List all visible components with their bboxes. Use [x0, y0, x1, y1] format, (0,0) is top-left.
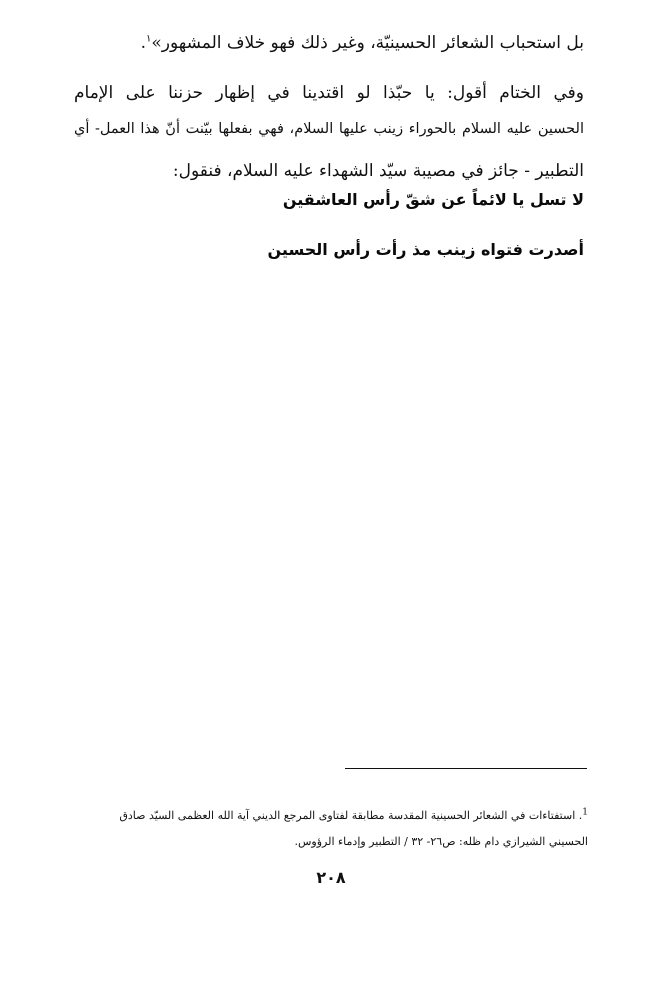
footnote-separator [345, 768, 587, 769]
body-line-3: الحسين عليه السلام بالحوراء زينب عليها السلام، فهي بفعلها بيّنت أنّ هذا العمل- أي [74, 121, 584, 137]
footnote-line-2: الحسيني الشيرازي دام ظله: ص٢٦- ٣٢ / التطبير وإدماء الرؤوس. [294, 835, 588, 848]
body-line-1-text: بل استحباب الشعائر الحسينيّة، وغير ذلك فهو خلاف المشهور» [151, 33, 584, 53]
body-line-2: وفي الختام أقول: يا حبّذا لو اقتدينا في إظهار حزننا على الإمام [74, 83, 584, 103]
page-number: ٢٠٨ [316, 868, 346, 887]
footnote-number: 1 [582, 807, 588, 818]
verse-line-2: أصدرت فتواه زينب مذ رأت رأس الحسين [267, 240, 584, 259]
footnote-reference-marker: ١ [145, 33, 152, 45]
verse-line-1: لا تسل يا لائماً عن شقّ رأس العاشقين [282, 190, 584, 209]
body-line-4: التطبير - جائز في مصيبة سيّد الشهداء عليه السلام، فنقول: [172, 161, 584, 181]
footnote-line-1 [68, 806, 588, 826]
footnote-line-1-text: . استفتاءات في الشعائر الحسينية المقدسة مطابقة لفتاوى المرجع الديني آية الله العظمى السيّد صادق [119, 809, 583, 822]
body-line-1 [74, 28, 584, 58]
body-line-1-end: . [140, 33, 146, 53]
